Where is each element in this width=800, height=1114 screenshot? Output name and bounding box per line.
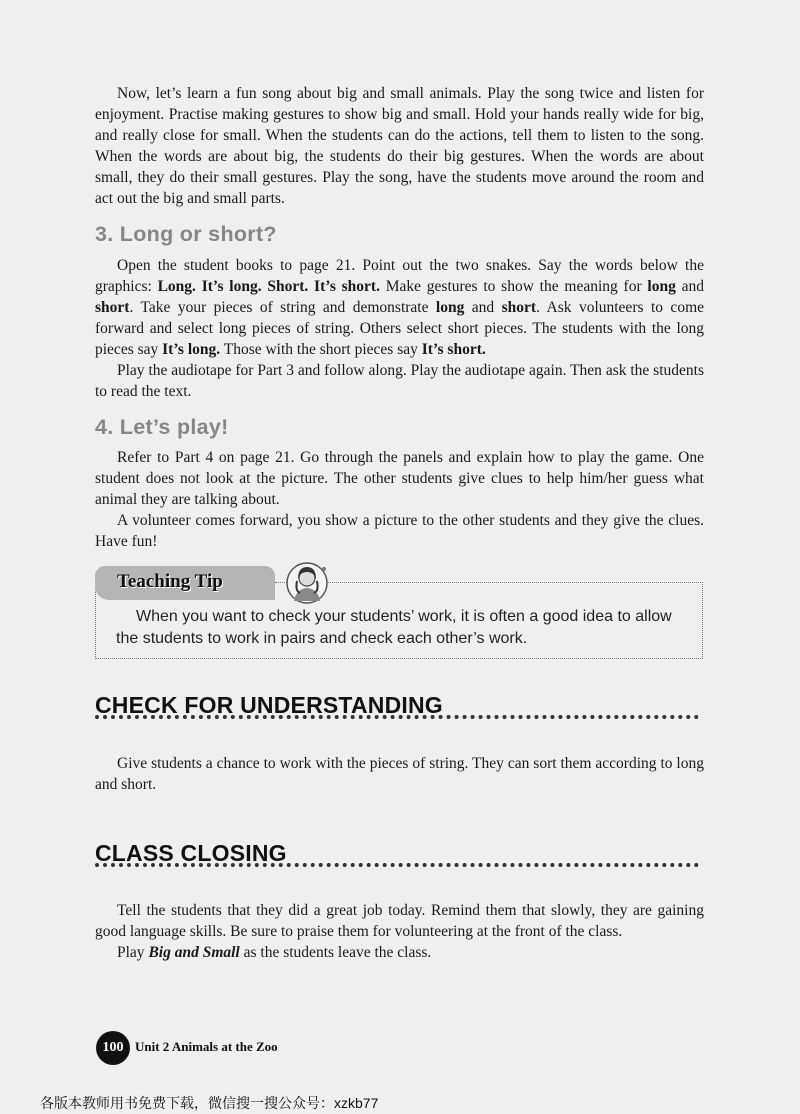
closing-paragraph-2: Play Big and Small as the students leave the class. <box>117 944 432 961</box>
teaching-tip-line-1: When you want to check your students’ work, it is often a good idea to allow <box>136 608 672 625</box>
check-body <box>95 753 704 795</box>
intro-paragraph: Now, let’s learn a fun song about big and small animals. Play the song twice and listen for enjoyment. Practise making gestures to show big and small. Hold your hands really wide for big, and really close for small. When the students can do the actions, tell them to listen to the song. When the words are about big, the students do their big gestures. When the words are about small, they do their small gestures. Play the song, have the students move around the room and act out the big and small parts. <box>95 85 704 207</box>
teacher-avatar-icon <box>284 561 330 605</box>
unit-title: Unit 2 Animals at the Zoo <box>135 1039 278 1054</box>
section-3-heading-wrap <box>95 222 704 247</box>
teaching-tip-rule <box>275 582 703 583</box>
teaching-tip-label: Teaching Tip <box>117 571 223 592</box>
teaching-tip-line-2: the students to work in pairs and check each other’s work. <box>116 630 528 647</box>
section-4-paragraph-2: A volunteer comes forward, you show a picture to the other students and they give the clues. Have fun! <box>95 512 704 550</box>
song-title: Big and Small <box>148 944 240 961</box>
closing-body <box>95 900 704 963</box>
section-3-body <box>95 255 704 402</box>
section-4-paragraph-1: Refer to Part 4 on page 21. Go through the panels and explain how to play the game. One student does not look at the picture. The other students give clues to help him/her guess what animal they are talking about. <box>95 449 704 508</box>
section-3-paragraph-2: Play the audiotape for Part 3 and follow along. Play the audiotape again. Then ask the students to read the text. <box>95 362 704 400</box>
teaching-tip-tab <box>95 566 275 600</box>
closing-heading: CLASS CLOSING <box>95 840 287 866</box>
check-heading: CHECK FOR UNDERSTANDING <box>95 692 443 718</box>
page-number-badge: 100 <box>96 1031 130 1065</box>
closing-heading-divider <box>95 863 699 867</box>
closing-paragraph-1: Tell the students that they did a great job today. Remind them that slowly, they are gaining good language skills. Be sure to praise them for volunteering at the front of the class. <box>95 902 704 940</box>
section-4-body <box>95 447 704 552</box>
section-4-heading: 4. Let’s play! <box>95 415 229 439</box>
section-3-heading: 3. Long or short? <box>95 222 277 246</box>
intro-section <box>95 83 704 209</box>
footer-note: 各版本教师用书免费下载，微信搜一搜公众号：xzkb77 <box>40 1095 379 1111</box>
check-heading-divider <box>95 715 699 719</box>
section-4-heading-wrap <box>95 415 704 440</box>
check-paragraph: Give students a chance to work with the pieces of string. They can sort them according to long and short. <box>95 755 704 793</box>
section-3-paragraph-1: Open the student books to page 21. Point out the two snakes. Say the words below the graphics: Long. It’s long. Short. It’s short. Make gestures to show the meaning for long and short. Take your pieces of string and demonstrate long and short. Ask volunteers to come forward and select long pieces of string. Others select short pieces. The students with the long pieces say It’s long. Those with the short pieces say It’s short. <box>95 257 705 358</box>
